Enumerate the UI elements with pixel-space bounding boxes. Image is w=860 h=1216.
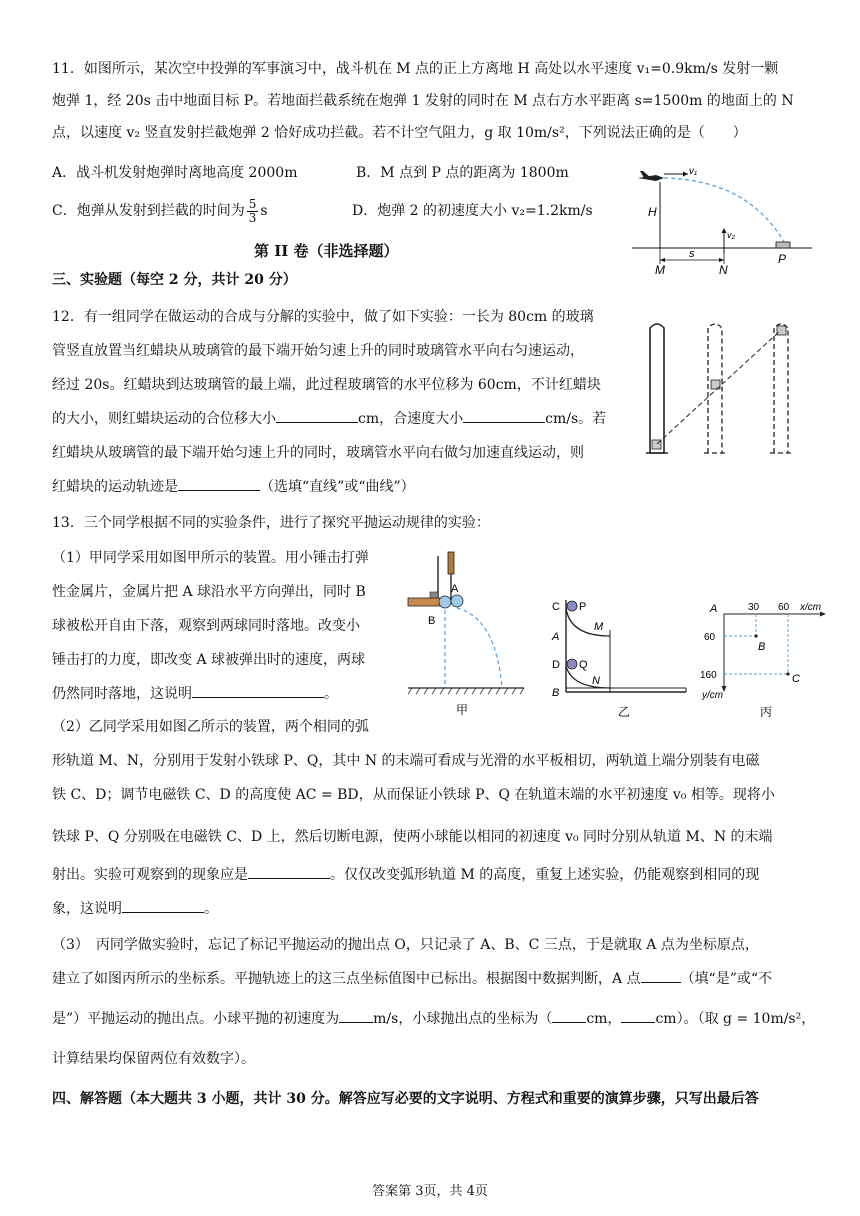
fraction-numerator: 5: [248, 196, 257, 211]
tick-x-30: 30: [748, 602, 760, 613]
y-axis-unit: y/cm: [702, 690, 724, 701]
q13-intro: 13．三个同学根据不同的实验条件，进行了探究平抛运动规律的实验：: [52, 515, 490, 531]
tick-y-160: 160: [700, 670, 717, 681]
caption-yi: 乙: [618, 705, 631, 719]
q13-p3-text-e: cm，: [586, 1011, 622, 1027]
q12-figure: [640, 318, 810, 458]
q13-p2-line2: 形轨道 M、N，分别用于发射小铁球 P、Q，其中 N 的末端可看成与光滑的水平板相切，两轨道上端分别装有电磁: [52, 753, 760, 769]
q12-line1: 12．有一组同学在做运动的合成与分解的实验中，做了如下实验：一长为 80cm 的玻璃: [52, 309, 594, 325]
q13-p2-text-a: 射出。实验可观察到的现象应是: [52, 867, 248, 883]
q13-blank-1[interactable]: [192, 683, 324, 698]
q13-p1-end: 。: [324, 686, 338, 702]
q13-blank-5[interactable]: [339, 1008, 373, 1023]
q13-p2-text-d: 。: [204, 901, 218, 917]
q12-text-e: （选填“直线”或“曲线”）: [260, 479, 415, 495]
q13-p3-text-d: m/s，小球抛出点的坐标为（: [373, 1011, 553, 1027]
q12-text-d: 红蜡块的运动轨迹是: [52, 479, 178, 495]
q11-option-d: D．炮弹 2 的初速度大小 v₂=1.2km/s: [352, 203, 593, 219]
q12-line2: 管竖直放置当红蜡块从玻璃管的最下端开始匀速上升的同时玻璃管水平向右匀速运动，: [52, 343, 584, 359]
q11-option-c-unit: s: [260, 203, 268, 219]
q13-blank-7[interactable]: [621, 1008, 655, 1023]
q12-text-a: 的大小，则红蜡块运动的合位移大小: [52, 411, 276, 427]
q12-blank-velocity[interactable]: [463, 408, 545, 423]
label-v1: v₁: [689, 166, 698, 177]
q13-p3-line4: 计算结果均保留两位有效数字）。: [52, 1051, 255, 1067]
q13-p2-line6: [52, 898, 812, 920]
q13-p3-text-b: （填“是”或“不: [680, 971, 773, 987]
ball-a: [451, 595, 463, 607]
q13-p1-text: 仍然同时落地，这说明: [52, 686, 192, 702]
q13-blank-2[interactable]: [248, 864, 330, 879]
q13-p3-line2: [52, 968, 812, 990]
q13-p3-text-a: 建立了如图丙所示的坐标系。平抛轨迹上的这三点坐标值图中已标出。根据图中数据判断，A 点: [52, 971, 641, 987]
label-N: N: [719, 263, 728, 277]
label-q: Q: [579, 659, 588, 671]
q13-figure-jia: [404, 548, 528, 720]
q13-p2-line1: （2）乙同学采用如图乙所示的装置，两个相同的弧: [52, 719, 369, 735]
tick-y-60: 60: [704, 632, 716, 643]
q11-option-c: [52, 194, 352, 228]
label-ball-b: B: [428, 615, 436, 627]
q12-line5: 红蜡块从玻璃管的最下端开始匀速上升的同时，玻璃管水平向右做匀加速直线运动，则: [52, 445, 584, 461]
glass-tube-solid: [646, 324, 668, 453]
q11-line3: 点，以速度 v₂ 竖直发射拦截炮弹 2 恰好成功拦截。若不计空气阻力，g 取 10m/s²，下列说法正确的是（ ）: [52, 125, 747, 141]
label-c: C: [552, 601, 560, 613]
caption-jia: 甲: [456, 703, 469, 717]
wax-path-line: [657, 330, 781, 444]
glass-tube-dashed-middle: [704, 324, 726, 453]
ball-q: [567, 659, 577, 669]
point-c: [786, 672, 789, 675]
q13-p2-text-b: 。仅仅改变弧形轨道 M 的高度，重复上述实验，仍能观察到相同的现: [330, 867, 760, 883]
part2-title: 第 II 卷（非选择题）: [254, 242, 399, 260]
q11-option-a: A．战斗机发射炮弹时离地高度 2000m: [52, 165, 298, 181]
q11-option-c-fraction: [247, 198, 259, 225]
q13-blank-3[interactable]: [122, 898, 204, 913]
q13-p1-line4: 锤击打的力度，即改变 A 球被弹出时的速度，两球: [52, 652, 366, 668]
q13-p3-line1: （3） 丙同学做实验时，忘记了标记平抛运动的抛出点 O，只记录了 A、B、C 三点，于是就取 A 点为坐标原点，: [52, 937, 759, 953]
q13-p3-text-f: cm）。（取 g = 10m/s²，: [655, 1011, 816, 1027]
page-footer: 答案第 3页，共 4页: [372, 1184, 488, 1199]
q13-p1-line3: 球被松开自由下落，观察到两球同时落地。改变小: [52, 618, 360, 634]
label-n: N: [592, 675, 600, 687]
q12-text-c: cm/s。若: [545, 411, 607, 427]
q13-p2-text-c: 象，这说明: [52, 901, 122, 917]
label-H: H: [648, 205, 657, 219]
tick-x-60: 60: [778, 602, 790, 613]
q12-blank-trajectory[interactable]: [178, 476, 260, 491]
q13-blank-6[interactable]: [552, 1008, 586, 1023]
label-ball-a: A: [451, 583, 459, 595]
q13-figure-yi: [546, 596, 694, 720]
q11-option-c-text: C．炮弹从发射到拦截的时间为: [52, 203, 245, 219]
label-P: P: [778, 252, 787, 266]
label-origin-a: A: [710, 603, 718, 615]
target-p: [776, 242, 790, 248]
q13-p1-line2: 性金属片，金属片把 A 球沿水平方向弹出，同时 B: [52, 584, 366, 600]
point-b: [754, 634, 757, 637]
q13-figure-bing: [700, 596, 836, 720]
q11-line1: 11．如图所示，某次空中投弹的军事演习中，战斗机在 M 点的正上方离地 H 高处以水平速度 v₁=0.9km/s 发射一颗: [52, 61, 779, 77]
label-a: A: [552, 631, 560, 643]
track-m: [566, 608, 610, 636]
x-axis-unit: x/cm: [800, 602, 822, 613]
caption-bing: 丙: [760, 705, 773, 719]
q11-option-b: B．M 点到 P 点的距离为 1800m: [356, 165, 569, 181]
label-M: M: [655, 263, 665, 277]
glass-tube-dashed-right: [770, 324, 792, 453]
ball-b: [439, 596, 451, 608]
q13-p2-line5: [52, 864, 812, 886]
q13-p1-line5: [52, 683, 402, 705]
section4-title: 四、解答题（本大题共 3 小题，共计 30 分。解答应写必要的文字说明、方程式和重要的演算步骤，只写出最后答: [52, 1091, 759, 1107]
ball-p: [567, 601, 577, 611]
label-m: M: [594, 621, 604, 633]
label-s: s: [689, 248, 695, 260]
fighter-jet-icon: [638, 171, 664, 181]
q13-blank-4[interactable]: [641, 968, 681, 983]
q13-p1-line1: （1）甲同学采用如图甲所示的装置。用小锤击打弹: [52, 550, 369, 566]
q11-line2: 炮弹 1，经 20s 击中地面目标 P。若地面拦截系统在炮弹 1 发射的同时在 M 点右方水平距离 s=1500m 的地面上的 N: [52, 93, 794, 109]
label-point-b: B: [758, 641, 766, 653]
q12-line6: [52, 476, 642, 498]
q13-p2-line4: 铁球 P、Q 分别吸在电磁铁 C、D 上，然后切断电源，使两小球能以相同的初速度 v₀ 同时分别从轨道 M、N 的末端: [52, 829, 773, 845]
label-point-c: C: [792, 673, 800, 685]
q12-text-b: cm，合速度大小: [358, 411, 464, 427]
label-p: P: [579, 601, 587, 613]
section3-title: 三、实验题（每空 2 分，共计 20 分）: [52, 272, 297, 288]
q13-p2-line3: 铁 C、D；调节电磁铁 C、D 的高度使 AC = BD，从而保证小铁球 P、Q 在轨道末端的水平初速度 v₀ 相等。现将小: [52, 787, 775, 803]
q12-line4: [52, 408, 642, 430]
q12-blank-displacement[interactable]: [276, 408, 358, 423]
q12-line3: 经过 20s。红蜡块到达玻璃管的最上端，此过程玻璃管的水平位移为 60cm，不计红蜡块: [52, 377, 601, 393]
label-d: D: [552, 659, 560, 671]
fraction-denominator: 3: [248, 210, 257, 225]
q13-p3-text-c: 是”）平抛运动的抛出点。小球平抛的初速度为: [52, 1011, 340, 1027]
label-v2: v₂: [727, 230, 735, 240]
label-b: B: [552, 687, 560, 699]
q11-figure: [628, 160, 814, 278]
q13-p3-line3: [52, 1008, 832, 1030]
